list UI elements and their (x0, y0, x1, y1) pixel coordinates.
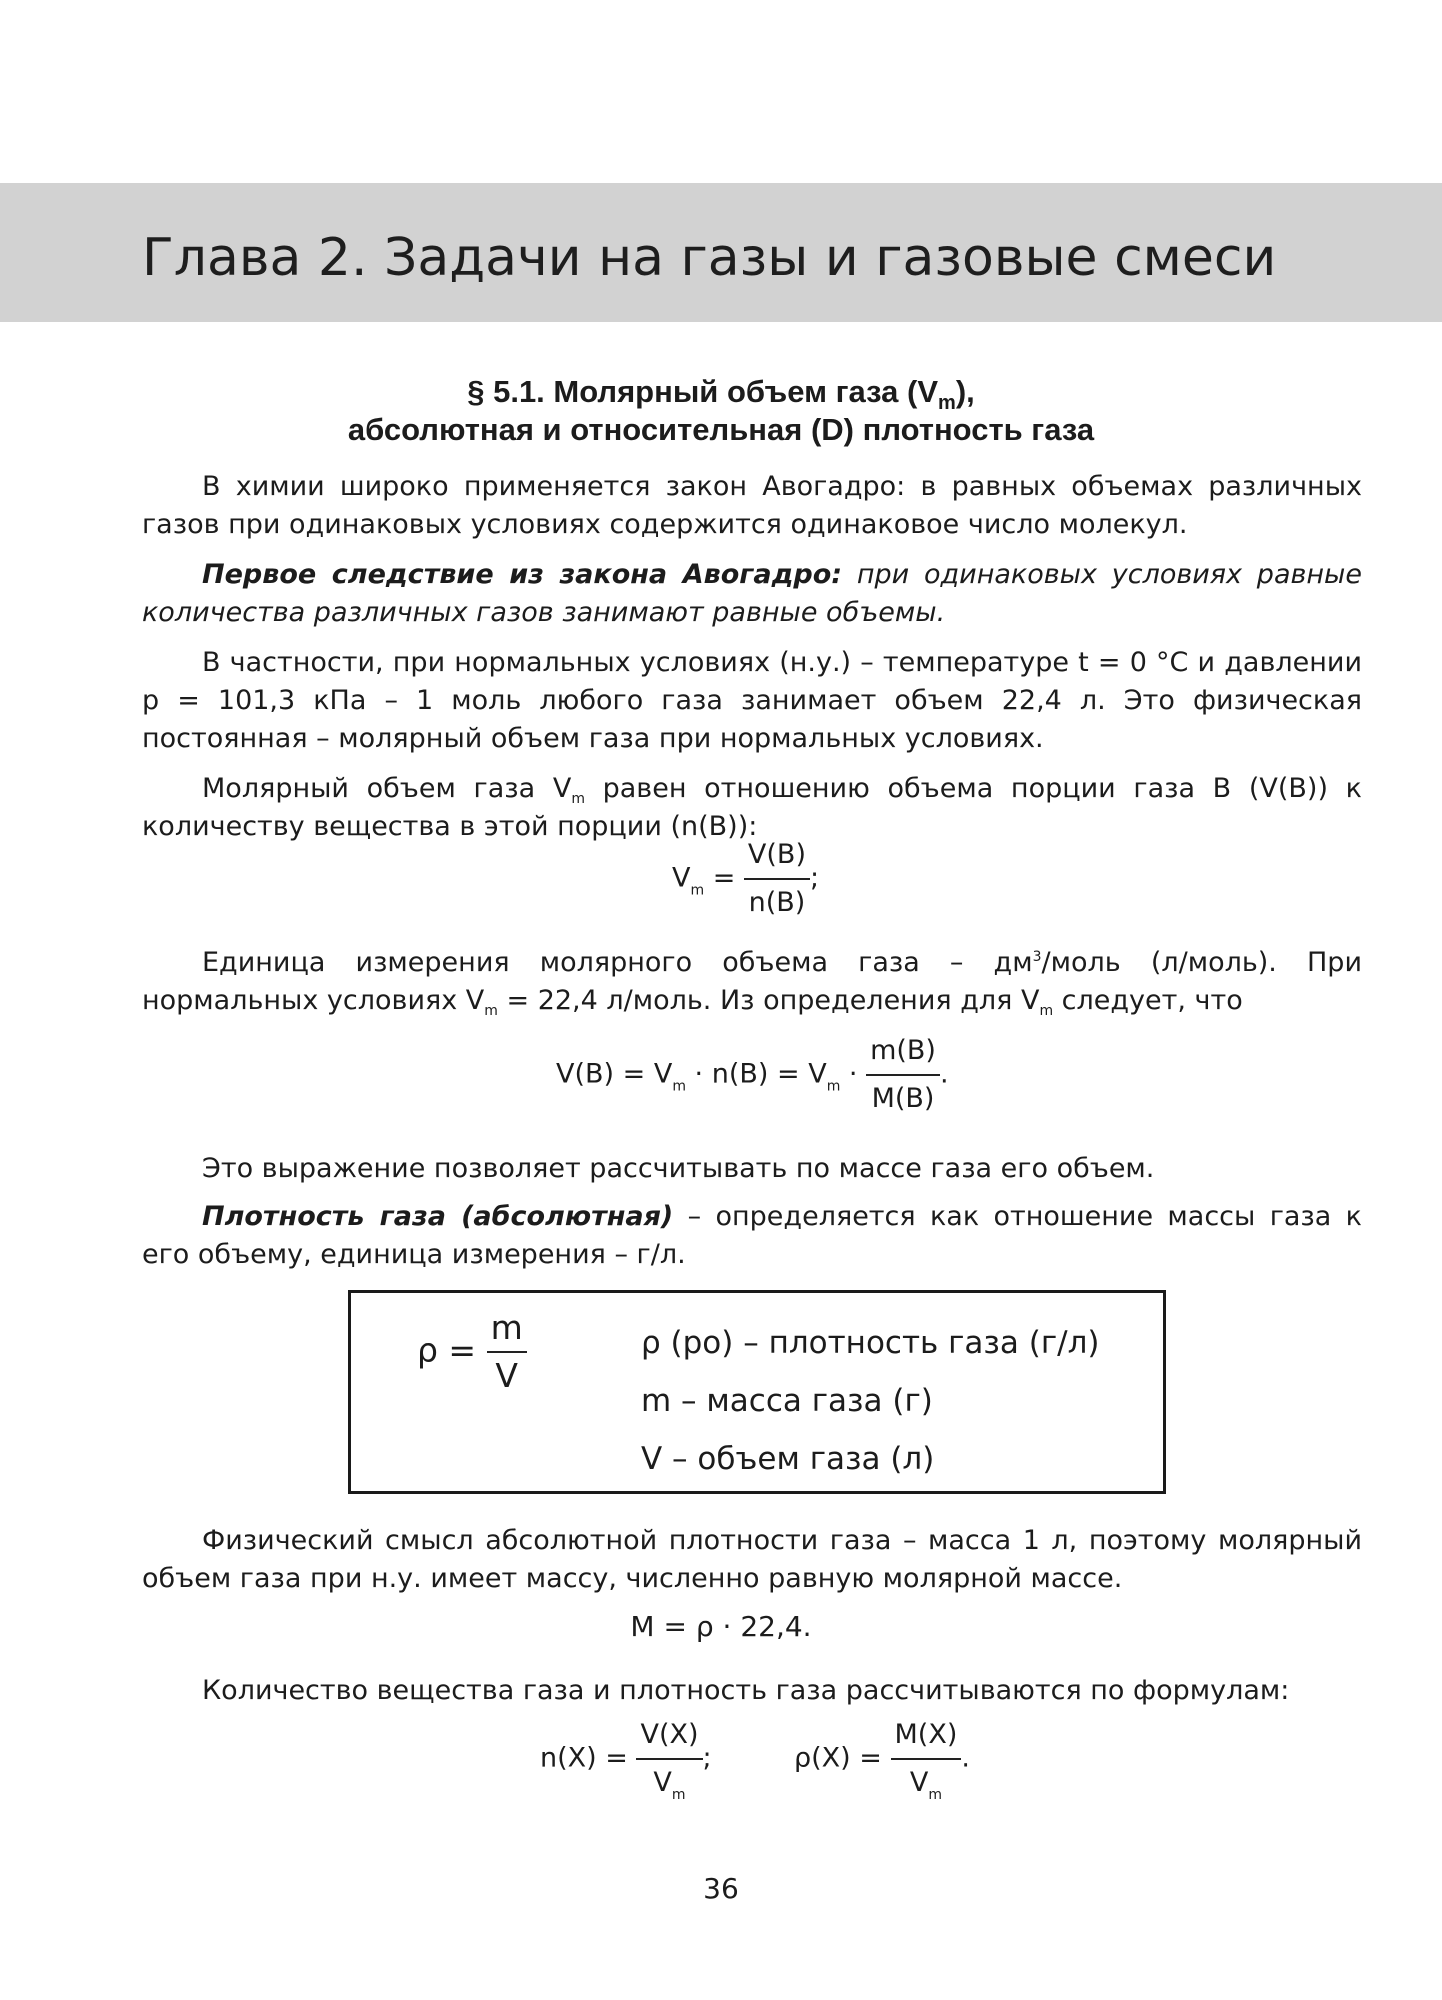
text-run: = 22,4 л/моль. Из определения для V (497, 985, 1040, 1016)
formula-rhox (794, 1718, 970, 1803)
fraction-numerator: V(B) (747, 839, 806, 870)
fraction-bar (744, 878, 810, 880)
denominator-text: V (909, 1767, 929, 1798)
paragraph-mass-to-volume: Это выражение позволяет рассчитывать по массе газа его объем. (202, 1153, 1155, 1184)
text-run: равен отношению объема порции газа B (V(B)) к количеству вещества в этой порции (n(B)): (142, 773, 1362, 842)
fraction (744, 838, 810, 920)
paragraph-first-corollary (142, 556, 1362, 632)
section-heading-sub: m (938, 392, 956, 415)
corollary-text: при одинаковых условиях равные количества различных газов занимают равные объемы. (142, 559, 1362, 628)
density-formula-box (348, 1290, 1166, 1494)
paragraph-density-def (142, 1198, 1362, 1274)
fraction-denominator: V (495, 1356, 518, 1395)
formula-text: ; (702, 1742, 712, 1774)
fraction-numerator: m (490, 1308, 523, 1347)
fraction-numerator: M(X) (894, 1719, 958, 1750)
formula-molar-mass: M = ρ · 22,4. (630, 1610, 812, 1643)
fraction-numerator: V(X) (640, 1719, 699, 1750)
section-heading-suffix: ), (955, 374, 975, 409)
subscript: m (484, 1003, 498, 1019)
formula-vb (556, 1034, 949, 1116)
subscript: m (826, 1078, 841, 1095)
text-run: /моль (л/моль). При нормальных условиях V (142, 947, 1362, 1016)
density-term: Плотность газа (абсолютная) (202, 1201, 674, 1232)
formula-vm (672, 838, 819, 920)
paragraph-molar-volume-def (142, 770, 1362, 846)
denominator-text: V (653, 1767, 672, 1798)
fraction (866, 1034, 940, 1116)
formula-density (417, 1308, 527, 1395)
formula-text: ρ = (417, 1330, 487, 1370)
formula-text: n(X) = (540, 1742, 637, 1774)
fraction-bar (891, 1758, 962, 1760)
text-run: следует, что (1053, 985, 1243, 1016)
formula-text: V(B) = V (556, 1058, 673, 1090)
formula-text: · (840, 1058, 867, 1090)
fraction-bar (636, 1758, 702, 1760)
formula-text: . (939, 1058, 949, 1090)
paragraph-physical-meaning: Физический смысл абсолютной плотности газа – масса 1 л, поэтому молярный объем газа при н.у. имеет массу, численно равную молярной массе. (142, 1525, 1362, 1594)
fraction-denominator: M(B) (871, 1083, 935, 1114)
fraction-bar (866, 1074, 940, 1076)
legend-m: m – масса газа (г) (641, 1383, 933, 1419)
legend-rho: ρ (ро) – плотность газа (г/л) (641, 1325, 1100, 1361)
legend-v: V – объем газа (л) (641, 1441, 935, 1477)
paragraph-formulas-intro: Количество вещества газа и плотность газа рассчитываются по формулам: (202, 1675, 1290, 1706)
formula-text: . (961, 1742, 970, 1774)
formula-text: ; (809, 862, 820, 894)
subscript: m (1039, 1003, 1054, 1019)
text-run: Единица измерения молярного объема газа – дм (202, 947, 1033, 978)
fraction-bar (487, 1351, 527, 1353)
subscript: m (690, 882, 705, 899)
formula-text: V (672, 862, 691, 894)
fraction (487, 1308, 527, 1395)
chapter-title: Глава 2. Задачи на газы и газовые смеси (142, 228, 1277, 288)
formula-text: ρ(X) = (794, 1742, 891, 1774)
fraction-numerator: m(B) (870, 1035, 936, 1066)
paragraph-avogadro-law: В химии широко применяется закон Авогадро: в равных объемах различных газов при одинаковых условиях содержится одинаковое число молекул. (142, 471, 1362, 540)
subscript: m (671, 1787, 686, 1803)
paragraph-normal-conditions: В частности, при нормальных условиях (н.у.) – температуре t = 0 °C и давлении p = 101,3 кПа – 1 моль любого газа занимает объем 22,4 л. Это физическая постоянная – молярный объем газа при нормальных условиях. (142, 647, 1362, 754)
section-heading-prefix: § 5.1. Молярный объем газа (V (467, 374, 939, 409)
corollary-term: Первое следствие из закона Авогадро: (202, 559, 843, 590)
section-heading-line2: абсолютная и относительная (D) плотность газа (347, 412, 1095, 447)
formula-text: · n(B) = V (685, 1058, 827, 1090)
subscript: m (571, 791, 585, 807)
paragraph-molar-volume-unit (142, 944, 1362, 1020)
fraction (891, 1718, 962, 1803)
fraction-denominator: n(B) (748, 887, 806, 918)
page-number: 36 (703, 1872, 739, 1905)
superscript: 3 (1032, 949, 1042, 965)
formula-text: = (704, 862, 744, 894)
density-text: – определяется как отношение массы газа к его объему, единица измерения – г/л. (142, 1201, 1362, 1270)
fraction-denominator (636, 1766, 702, 1803)
formula-nx (540, 1718, 712, 1803)
fraction-denominator (891, 1766, 962, 1803)
fraction (636, 1718, 702, 1803)
text-run: Молярный объем газа V (202, 773, 572, 804)
subscript: m (928, 1787, 942, 1803)
subscript: m (672, 1078, 686, 1095)
